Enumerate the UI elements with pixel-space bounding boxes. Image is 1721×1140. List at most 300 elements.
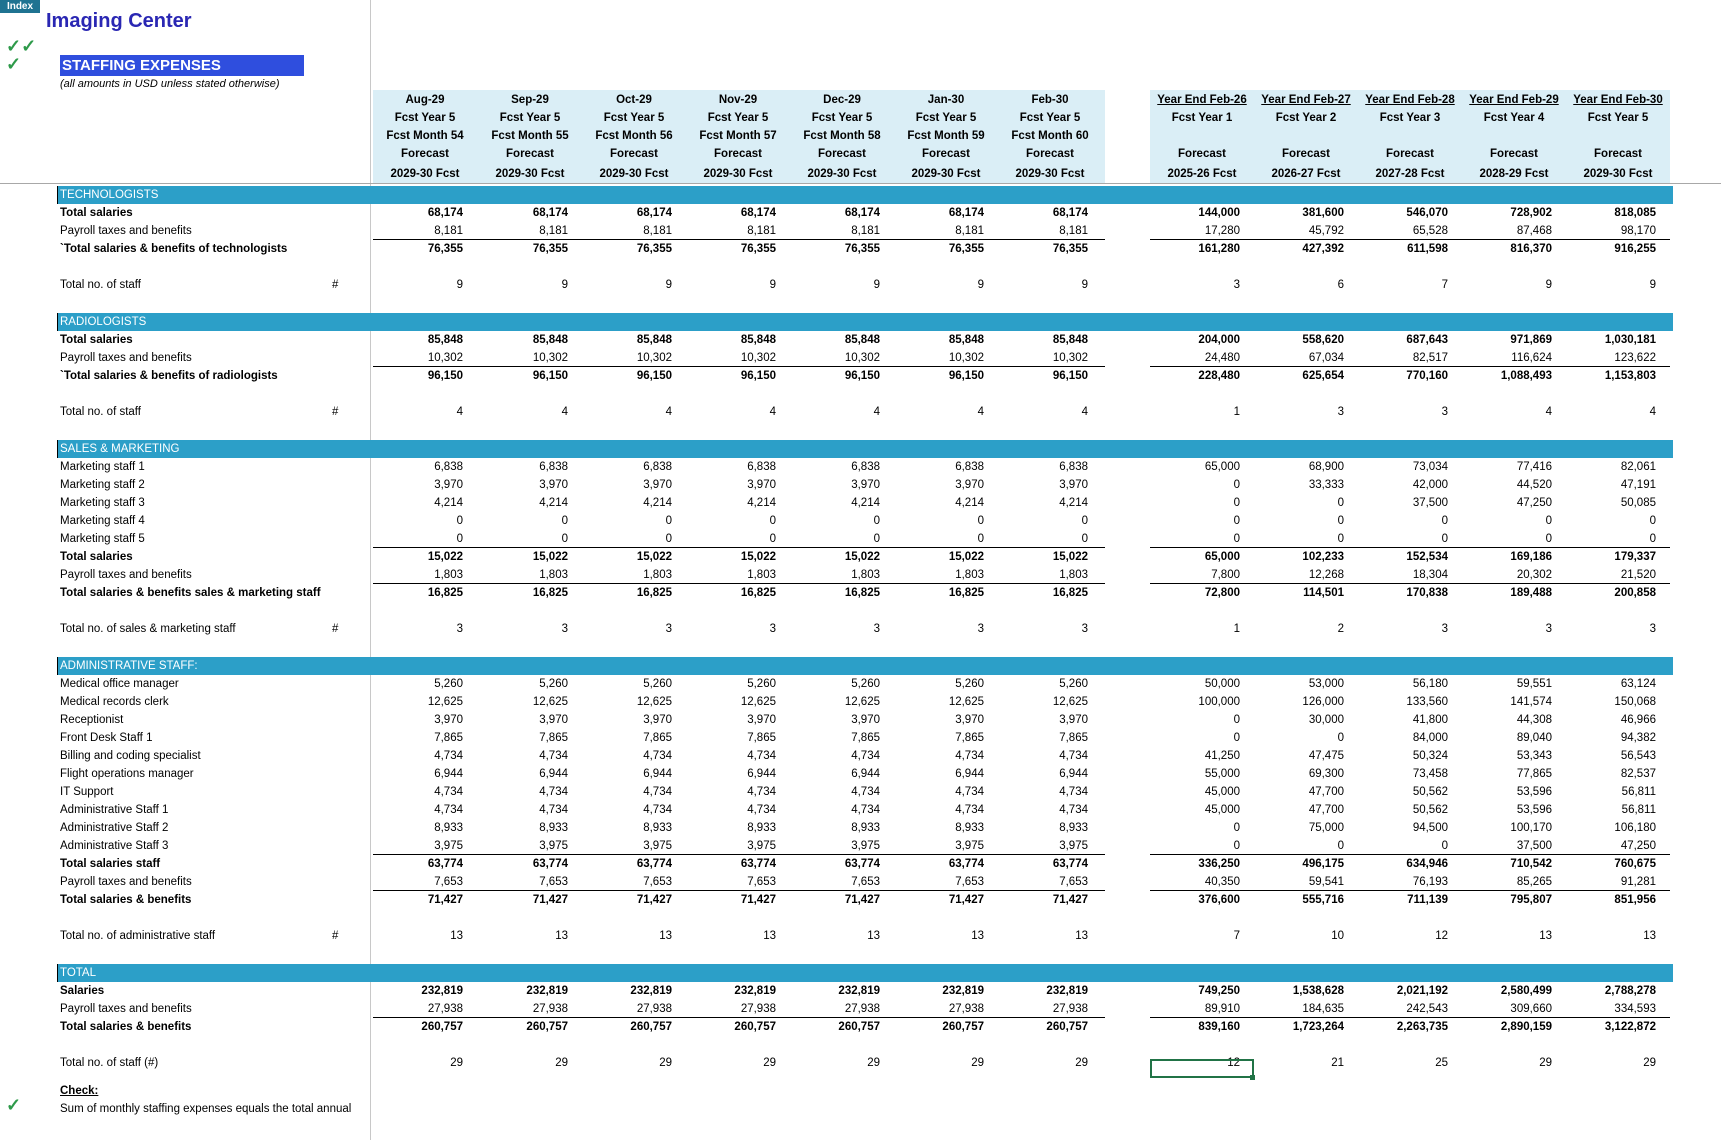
staff-count-cell[interactable]: 3 [561,623,568,635]
monthly-value-cell[interactable]: 0 [561,515,568,527]
annual-value-cell[interactable]: 0 [1441,533,1448,545]
fill-handle[interactable] [1250,1075,1255,1080]
monthly-value-cell[interactable]: 3,970 [643,714,672,726]
monthly-value-cell[interactable]: 85,848 [532,334,568,346]
annual-value-cell[interactable]: 30,000 [1308,714,1344,726]
monthly-value-cell[interactable]: 7,653 [747,876,776,888]
annual-value-cell[interactable]: 42,000 [1412,479,1448,491]
staff-count-cell[interactable]: 4 [769,406,776,418]
annual-value-cell[interactable]: 53,343 [1516,750,1552,762]
annual-value-cell[interactable]: 916,255 [1614,243,1656,255]
annual-value-cell[interactable]: 611,598 [1407,243,1448,255]
annual-value-cell[interactable]: 161,280 [1198,243,1240,255]
annual-value-cell[interactable]: 336,250 [1198,858,1240,870]
annual-value-cell[interactable]: 67,034 [1308,352,1344,364]
annual-value-cell[interactable]: 795,807 [1510,894,1552,906]
monthly-value-cell[interactable]: 232,819 [1046,985,1088,997]
annual-value-cell[interactable]: 94,500 [1412,822,1448,834]
staff-count-cell[interactable]: 3 [1441,623,1448,635]
monthly-value-cell[interactable]: 27,938 [1052,1003,1088,1015]
staff-count-cell[interactable]: 3 [1441,406,1448,418]
monthly-value-cell[interactable]: 63,774 [1052,858,1088,870]
monthly-value-cell[interactable]: 0 [873,533,880,545]
monthly-value-cell[interactable]: 27,938 [636,1003,672,1015]
annual-value-cell[interactable]: 40,350 [1204,876,1240,888]
monthly-value-cell[interactable]: 68,174 [844,207,880,219]
monthly-value-cell[interactable]: 4,214 [434,497,463,509]
annual-value-cell[interactable]: 555,716 [1302,894,1344,906]
annual-value-cell[interactable]: 170,838 [1406,587,1448,599]
monthly-value-cell[interactable]: 260,757 [421,1021,463,1033]
monthly-value-cell[interactable]: 96,150 [844,370,880,382]
monthly-value-cell[interactable]: 3,970 [851,479,880,491]
monthly-value-cell[interactable]: 8,181 [851,225,880,237]
annual-value-cell[interactable]: 50,000 [1204,678,1240,690]
monthly-value-cell[interactable]: 12,625 [844,696,880,708]
monthly-value-cell[interactable]: 85,848 [1052,334,1088,346]
monthly-value-cell[interactable]: 5,260 [747,678,776,690]
monthly-value-cell[interactable]: 3,975 [955,840,984,852]
annual-value-cell[interactable]: 184,635 [1302,1003,1344,1015]
monthly-value-cell[interactable]: 0 [456,533,463,545]
monthly-value-cell[interactable]: 5,260 [955,678,984,690]
monthly-value-cell[interactable]: 85,848 [740,334,776,346]
monthly-value-cell[interactable]: 4,734 [643,804,672,816]
monthly-value-cell[interactable]: 3,975 [434,840,463,852]
staff-count-cell[interactable]: 13 [1539,930,1552,942]
annual-value-cell[interactable]: 84,000 [1412,732,1448,744]
staff-count-cell[interactable]: 6 [1337,279,1344,291]
monthly-value-cell[interactable]: 7,865 [643,732,672,744]
annual-value-cell[interactable]: 0 [1233,497,1240,509]
annual-value-cell[interactable]: 100,000 [1198,696,1240,708]
annual-value-cell[interactable]: 2,021,192 [1396,985,1448,997]
annual-value-cell[interactable]: 18,304 [1412,569,1448,581]
monthly-value-cell[interactable]: 1,803 [851,569,880,581]
staff-count-cell[interactable]: 9 [665,279,672,291]
monthly-value-cell[interactable]: 15,022 [844,551,880,563]
annual-value-cell[interactable]: 116,624 [1511,352,1552,364]
annual-value-cell[interactable]: 12,268 [1308,569,1344,581]
annual-value-cell[interactable]: 55,000 [1204,768,1240,780]
annual-value-cell[interactable]: 114,501 [1303,587,1344,599]
annual-value-cell[interactable]: 53,596 [1516,786,1552,798]
annual-value-cell[interactable]: 47,250 [1620,840,1656,852]
monthly-value-cell[interactable]: 0 [873,515,880,527]
monthly-value-cell[interactable]: 10,302 [740,352,776,364]
monthly-value-cell[interactable]: 4,214 [851,497,880,509]
staff-count-cell[interactable]: 29 [1643,1057,1656,1069]
annual-value-cell[interactable]: 839,160 [1198,1021,1240,1033]
monthly-value-cell[interactable]: 85,848 [844,334,880,346]
annual-value-cell[interactable]: 3,122,872 [1604,1021,1656,1033]
monthly-value-cell[interactable]: 260,757 [838,1021,880,1033]
annual-value-cell[interactable]: 50,324 [1412,750,1448,762]
annual-value-cell[interactable]: 546,070 [1406,207,1448,219]
annual-value-cell[interactable]: 2,890,159 [1500,1021,1552,1033]
annual-value-cell[interactable]: 144,000 [1198,207,1240,219]
monthly-value-cell[interactable]: 3,970 [434,714,463,726]
monthly-value-cell[interactable]: 12,625 [532,696,568,708]
monthly-value-cell[interactable]: 4,214 [1059,497,1088,509]
monthly-value-cell[interactable]: 10,302 [636,352,672,364]
staff-count-cell[interactable]: 4 [977,406,984,418]
monthly-value-cell[interactable]: 63,774 [532,858,568,870]
monthly-value-cell[interactable]: 6,944 [851,768,880,780]
annual-value-cell[interactable]: 818,085 [1614,207,1656,219]
monthly-value-cell[interactable]: 4,214 [643,497,672,509]
annual-value-cell[interactable]: 45,792 [1308,225,1344,237]
annual-value-cell[interactable]: 75,000 [1308,822,1344,834]
monthly-value-cell[interactable]: 12,625 [636,696,672,708]
monthly-value-cell[interactable]: 3,970 [1059,714,1088,726]
annual-value-cell[interactable]: 0 [1337,497,1344,509]
monthly-value-cell[interactable]: 76,355 [532,243,568,255]
monthly-value-cell[interactable]: 3,975 [747,840,776,852]
annual-value-cell[interactable]: 21,520 [1620,569,1656,581]
monthly-value-cell[interactable]: 3,970 [747,479,776,491]
annual-value-cell[interactable]: 1,153,803 [1604,370,1656,382]
staff-count-cell[interactable]: 3 [769,623,776,635]
monthly-value-cell[interactable]: 4,734 [747,804,776,816]
staff-count-cell[interactable]: 9 [1545,279,1552,291]
monthly-value-cell[interactable]: 4,734 [955,786,984,798]
annual-value-cell[interactable]: 45,000 [1204,786,1240,798]
monthly-value-cell[interactable]: 16,825 [844,587,880,599]
annual-value-cell[interactable]: 45,000 [1204,804,1240,816]
monthly-value-cell[interactable]: 8,933 [643,822,672,834]
annual-value-cell[interactable]: 77,865 [1516,768,1552,780]
monthly-value-cell[interactable]: 3,970 [747,714,776,726]
annual-value-cell[interactable]: 376,600 [1198,894,1240,906]
annual-value-cell[interactable]: 711,139 [1407,894,1448,906]
monthly-value-cell[interactable]: 27,938 [844,1003,880,1015]
monthly-value-cell[interactable]: 96,150 [1052,370,1088,382]
staff-count-cell[interactable]: 3 [873,623,880,635]
monthly-value-cell[interactable]: 96,150 [740,370,776,382]
annual-value-cell[interactable]: 0 [1337,533,1344,545]
monthly-value-cell[interactable]: 15,022 [636,551,672,563]
monthly-value-cell[interactable]: 4,734 [955,804,984,816]
monthly-value-cell[interactable]: 5,260 [1059,678,1088,690]
annual-value-cell[interactable]: 72,800 [1204,587,1240,599]
monthly-value-cell[interactable]: 3,970 [539,479,568,491]
staff-count-cell[interactable]: 1 [1233,623,1240,635]
annual-value-cell[interactable]: 20,302 [1516,569,1552,581]
monthly-value-cell[interactable]: 63,774 [636,858,672,870]
monthly-value-cell[interactable]: 10,302 [532,352,568,364]
monthly-value-cell[interactable]: 260,757 [630,1021,672,1033]
monthly-value-cell[interactable]: 4,734 [434,750,463,762]
monthly-value-cell[interactable]: 6,838 [643,461,672,473]
monthly-value-cell[interactable]: 12,625 [427,696,463,708]
staff-count-cell[interactable]: 12 [1227,1057,1240,1069]
monthly-value-cell[interactable]: 6,838 [539,461,568,473]
monthly-value-cell[interactable]: 76,355 [1052,243,1088,255]
monthly-value-cell[interactable]: 71,427 [740,894,776,906]
monthly-value-cell[interactable]: 76,355 [636,243,672,255]
annual-value-cell[interactable]: 1,723,264 [1292,1021,1344,1033]
monthly-value-cell[interactable]: 8,181 [955,225,984,237]
staff-count-cell[interactable]: 9 [1081,279,1088,291]
monthly-value-cell[interactable]: 260,757 [942,1021,984,1033]
annual-value-cell[interactable]: 141,574 [1510,696,1552,708]
monthly-value-cell[interactable]: 8,933 [851,822,880,834]
annual-value-cell[interactable]: 47,700 [1308,786,1344,798]
annual-value-cell[interactable]: 133,560 [1406,696,1448,708]
monthly-value-cell[interactable]: 5,260 [539,678,568,690]
monthly-value-cell[interactable]: 63,774 [948,858,984,870]
staff-count-cell[interactable]: 13 [971,930,984,942]
staff-count-cell[interactable]: 29 [763,1057,776,1069]
monthly-value-cell[interactable]: 3,970 [1059,479,1088,491]
monthly-value-cell[interactable]: 6,838 [851,461,880,473]
annual-value-cell[interactable]: 17,280 [1204,225,1240,237]
annual-value-cell[interactable]: 126,000 [1302,696,1344,708]
monthly-value-cell[interactable]: 7,653 [539,876,568,888]
annual-value-cell[interactable]: 0 [1441,515,1448,527]
monthly-value-cell[interactable]: 12,625 [948,696,984,708]
monthly-value-cell[interactable]: 0 [665,533,672,545]
monthly-value-cell[interactable]: 27,938 [740,1003,776,1015]
monthly-value-cell[interactable]: 7,865 [955,732,984,744]
monthly-value-cell[interactable]: 260,757 [1046,1021,1088,1033]
monthly-value-cell[interactable]: 3,975 [1059,840,1088,852]
annual-value-cell[interactable]: 0 [1233,533,1240,545]
staff-count-cell[interactable]: 3 [456,623,463,635]
monthly-value-cell[interactable]: 8,181 [1059,225,1088,237]
monthly-value-cell[interactable]: 4,734 [747,786,776,798]
annual-value-cell[interactable]: 2,263,735 [1396,1021,1448,1033]
annual-value-cell[interactable]: 1,538,628 [1292,985,1344,997]
monthly-value-cell[interactable]: 4,734 [1059,750,1088,762]
annual-value-cell[interactable]: 106,180 [1614,822,1656,834]
monthly-value-cell[interactable]: 4,734 [851,786,880,798]
staff-count-cell[interactable]: 29 [555,1057,568,1069]
monthly-value-cell[interactable]: 4,734 [539,804,568,816]
staff-count-cell[interactable]: 4 [873,406,880,418]
monthly-value-cell[interactable]: 5,260 [851,678,880,690]
monthly-value-cell[interactable]: 4,734 [1059,786,1088,798]
monthly-value-cell[interactable]: 27,938 [427,1003,463,1015]
monthly-value-cell[interactable]: 27,938 [532,1003,568,1015]
monthly-value-cell[interactable]: 4,734 [643,750,672,762]
monthly-value-cell[interactable]: 8,933 [1059,822,1088,834]
monthly-value-cell[interactable]: 71,427 [427,894,463,906]
monthly-value-cell[interactable]: 4,214 [955,497,984,509]
annual-value-cell[interactable]: 24,480 [1204,352,1240,364]
annual-value-cell[interactable]: 77,416 [1516,461,1552,473]
monthly-value-cell[interactable]: 15,022 [740,551,776,563]
annual-value-cell[interactable]: 816,370 [1510,243,1552,255]
monthly-value-cell[interactable]: 5,260 [434,678,463,690]
selected-cell[interactable] [1150,1059,1254,1078]
monthly-value-cell[interactable]: 7,865 [434,732,463,744]
monthly-value-cell[interactable]: 4,214 [539,497,568,509]
annual-value-cell[interactable]: 0 [1233,732,1240,744]
monthly-value-cell[interactable]: 68,174 [948,207,984,219]
monthly-value-cell[interactable]: 8,933 [539,822,568,834]
staff-count-cell[interactable]: 3 [977,623,984,635]
monthly-value-cell[interactable]: 8,933 [434,822,463,834]
staff-count-cell[interactable]: 4 [561,406,568,418]
annual-value-cell[interactable]: 2,788,278 [1604,985,1656,997]
monthly-value-cell[interactable]: 1,803 [643,569,672,581]
monthly-value-cell[interactable]: 68,174 [1052,207,1088,219]
monthly-value-cell[interactable]: 232,819 [838,985,880,997]
staff-count-cell[interactable]: 13 [763,930,776,942]
monthly-value-cell[interactable]: 0 [977,515,984,527]
annual-value-cell[interactable]: 760,675 [1614,858,1656,870]
monthly-value-cell[interactable]: 7,865 [539,732,568,744]
monthly-value-cell[interactable]: 4,214 [747,497,776,509]
staff-count-cell[interactable]: 4 [1545,406,1552,418]
staff-count-cell[interactable]: 13 [450,930,463,942]
annual-value-cell[interactable]: 687,643 [1406,334,1448,346]
annual-value-cell[interactable]: 0 [1337,840,1344,852]
monthly-value-cell[interactable]: 8,933 [747,822,776,834]
annual-value-cell[interactable]: 625,654 [1302,370,1344,382]
monthly-value-cell[interactable]: 0 [1081,533,1088,545]
annual-value-cell[interactable]: 558,620 [1302,334,1344,346]
monthly-value-cell[interactable]: 96,150 [948,370,984,382]
staff-count-cell[interactable]: 4 [1081,406,1088,418]
staff-count-cell[interactable]: 9 [456,279,463,291]
monthly-value-cell[interactable]: 10,302 [948,352,984,364]
monthly-value-cell[interactable]: 10,302 [1052,352,1088,364]
annual-value-cell[interactable]: 91,281 [1620,876,1656,888]
monthly-value-cell[interactable]: 6,944 [955,768,984,780]
monthly-value-cell[interactable]: 7,653 [955,876,984,888]
annual-value-cell[interactable]: 65,000 [1204,551,1240,563]
monthly-value-cell[interactable]: 16,825 [948,587,984,599]
staff-count-cell[interactable]: 3 [1545,623,1552,635]
staff-count-cell[interactable]: 13 [555,930,568,942]
staff-count-cell[interactable]: 29 [1539,1057,1552,1069]
annual-value-cell[interactable]: 94,382 [1620,732,1656,744]
monthly-value-cell[interactable]: 4,734 [434,804,463,816]
staff-count-cell[interactable]: 29 [659,1057,672,1069]
staff-count-cell[interactable]: 4 [1649,406,1656,418]
monthly-value-cell[interactable]: 8,181 [747,225,776,237]
staff-count-cell[interactable]: 13 [659,930,672,942]
monthly-value-cell[interactable]: 16,825 [532,587,568,599]
annual-value-cell[interactable]: 65,000 [1204,461,1240,473]
annual-value-cell[interactable]: 381,600 [1302,207,1344,219]
monthly-value-cell[interactable]: 68,174 [532,207,568,219]
annual-value-cell[interactable]: 749,250 [1198,985,1240,997]
annual-value-cell[interactable]: 334,593 [1614,1003,1656,1015]
staff-count-cell[interactable]: 12 [1435,930,1448,942]
annual-value-cell[interactable]: 427,392 [1302,243,1344,255]
annual-value-cell[interactable]: 0 [1649,515,1656,527]
monthly-value-cell[interactable]: 8,181 [434,225,463,237]
monthly-value-cell[interactable]: 76,355 [844,243,880,255]
monthly-value-cell[interactable]: 6,944 [747,768,776,780]
monthly-value-cell[interactable]: 3,975 [851,840,880,852]
staff-count-cell[interactable]: 29 [450,1057,463,1069]
monthly-value-cell[interactable]: 4,734 [539,750,568,762]
annual-value-cell[interactable]: 47,700 [1308,804,1344,816]
index-tab[interactable]: Index [0,0,40,13]
monthly-value-cell[interactable]: 76,355 [427,243,463,255]
monthly-value-cell[interactable]: 15,022 [948,551,984,563]
annual-value-cell[interactable]: 87,468 [1516,225,1552,237]
monthly-value-cell[interactable]: 4,734 [434,786,463,798]
annual-value-cell[interactable]: 0 [1337,515,1344,527]
annual-value-cell[interactable]: 89,910 [1204,1003,1240,1015]
staff-count-cell[interactable]: 3 [1337,406,1344,418]
annual-value-cell[interactable]: 123,622 [1614,352,1656,364]
annual-value-cell[interactable]: 7,800 [1211,569,1240,581]
monthly-value-cell[interactable]: 96,150 [532,370,568,382]
staff-count-cell[interactable]: 3 [1233,279,1240,291]
annual-value-cell[interactable]: 496,175 [1302,858,1344,870]
monthly-value-cell[interactable]: 1,803 [1059,569,1088,581]
annual-value-cell[interactable]: 47,475 [1308,750,1344,762]
monthly-value-cell[interactable]: 63,774 [844,858,880,870]
staff-count-cell[interactable]: 13 [1643,930,1656,942]
monthly-value-cell[interactable]: 16,825 [636,587,672,599]
annual-value-cell[interactable]: 634,946 [1406,858,1448,870]
monthly-value-cell[interactable]: 4,734 [851,804,880,816]
monthly-value-cell[interactable]: 260,757 [526,1021,568,1033]
annual-value-cell[interactable]: 0 [1233,714,1240,726]
annual-value-cell[interactable]: 59,541 [1308,876,1344,888]
monthly-value-cell[interactable]: 8,933 [955,822,984,834]
monthly-value-cell[interactable]: 15,022 [1052,551,1088,563]
annual-value-cell[interactable]: 33,333 [1308,479,1344,491]
annual-value-cell[interactable]: 1,030,181 [1604,334,1656,346]
monthly-value-cell[interactable]: 85,848 [636,334,672,346]
monthly-value-cell[interactable]: 16,825 [740,587,776,599]
annual-value-cell[interactable]: 50,085 [1620,497,1656,509]
staff-count-cell[interactable]: 9 [977,279,984,291]
annual-value-cell[interactable]: 65,528 [1412,225,1448,237]
annual-value-cell[interactable]: 770,160 [1406,370,1448,382]
staff-count-cell[interactable]: 1 [1233,406,1240,418]
annual-value-cell[interactable]: 82,537 [1620,768,1656,780]
staff-count-cell[interactable]: 7 [1441,279,1448,291]
monthly-value-cell[interactable]: 3,970 [434,479,463,491]
monthly-value-cell[interactable]: 232,819 [630,985,672,997]
annual-value-cell[interactable]: 150,068 [1614,696,1656,708]
monthly-value-cell[interactable]: 8,181 [643,225,672,237]
monthly-value-cell[interactable]: 5,260 [643,678,672,690]
annual-value-cell[interactable]: 82,517 [1412,352,1448,364]
staff-count-cell[interactable]: 4 [456,406,463,418]
monthly-value-cell[interactable]: 71,427 [1052,894,1088,906]
monthly-value-cell[interactable]: 71,427 [844,894,880,906]
annual-value-cell[interactable]: 0 [1545,533,1552,545]
annual-value-cell[interactable]: 37,500 [1516,840,1552,852]
monthly-value-cell[interactable]: 4,734 [955,750,984,762]
staff-count-cell[interactable]: 3 [1649,623,1656,635]
annual-value-cell[interactable]: 179,337 [1614,551,1656,563]
annual-value-cell[interactable]: 0 [1441,840,1448,852]
annual-value-cell[interactable]: 204,000 [1198,334,1240,346]
staff-count-cell[interactable]: 29 [867,1057,880,1069]
monthly-value-cell[interactable]: 96,150 [636,370,672,382]
annual-value-cell[interactable]: 47,191 [1620,479,1656,491]
annual-value-cell[interactable]: 0 [1233,840,1240,852]
monthly-value-cell[interactable]: 96,150 [427,370,463,382]
monthly-value-cell[interactable]: 6,944 [434,768,463,780]
monthly-value-cell[interactable]: 6,838 [747,461,776,473]
monthly-value-cell[interactable]: 63,774 [427,858,463,870]
monthly-value-cell[interactable]: 4,734 [643,786,672,798]
annual-value-cell[interactable]: 44,308 [1516,714,1552,726]
